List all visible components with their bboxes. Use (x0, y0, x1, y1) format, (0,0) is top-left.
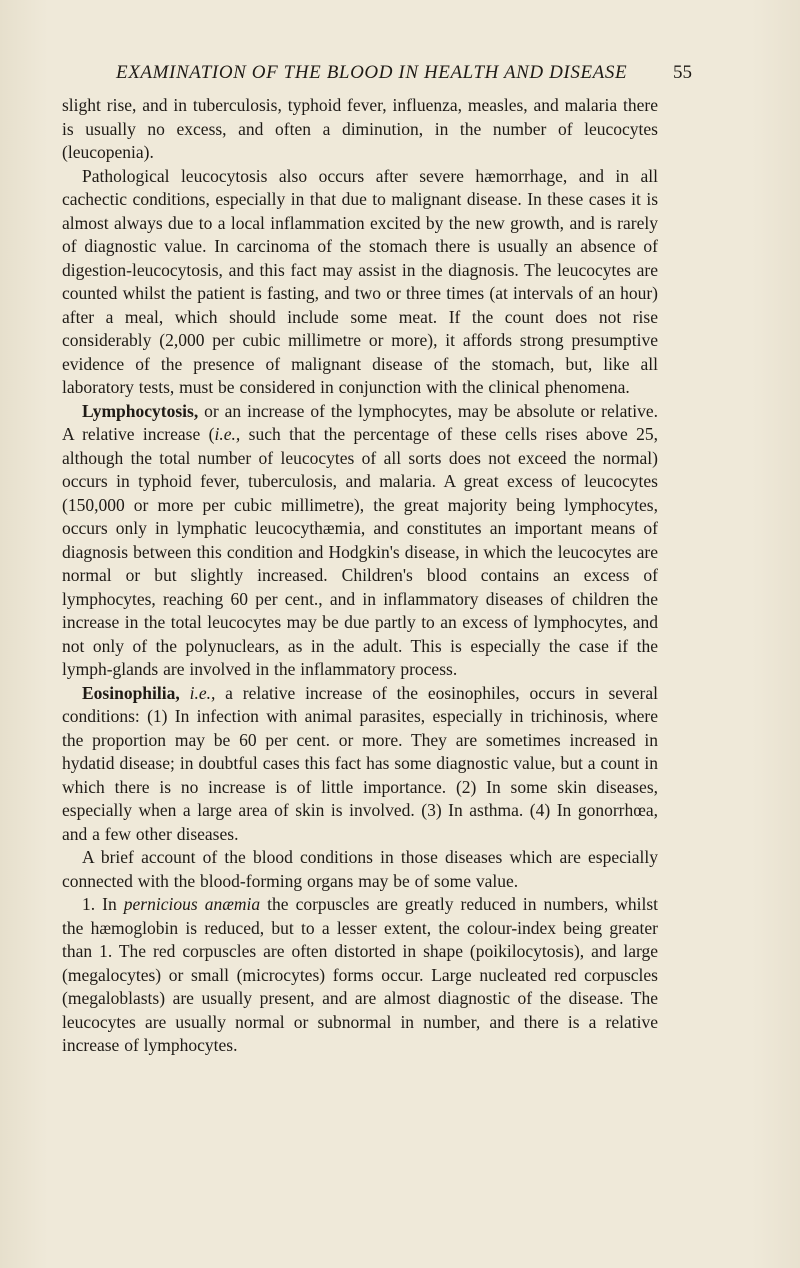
paragraph-pernicious-anaemia (62, 893, 658, 1058)
body-text (62, 94, 658, 1058)
running-head (116, 62, 716, 84)
paragraph-pathological-leucocytosis: Pathological leucocytosis also occurs after severe hæmorrhage, and in all cachectic conditions, especially in that due to malignant disease. In these cases it is almost always due to a local inflammation excited by the new growth, and is rarely of diagnostic value. In carcinoma of the stomach there is usually an absence of digestion-leucocytosis, and this fact may assist in the diagnosis. The leucocytes are counted whilst the patient is fasting, and two or three times (at intervals of an hour) after a meal, which should include some meat. If the count does not rise considerably (2,000 per cubic millimetre or more), it affords strong presumptive evidence of the presence of malignant disease of the stomach, but, like all laboratory tests, must be considered in conjunction with the clinical phenomena. (62, 165, 658, 397)
term-pernicious-anaemia: pernicious anæmia (123, 894, 261, 914)
pernicious-anaemia-number: 1. In (82, 894, 124, 914)
page-number: 55 (673, 62, 692, 83)
paragraph-leucopenia: slight rise, and in tuberculosis, typhoid fever, influenza, measles, and malaria there is usually no excess, and often a diminution, in the number of leucocytes (leucopenia). (62, 95, 658, 162)
lymphocytosis-ie: i.e., (214, 424, 241, 444)
paragraph-eosinophilia (62, 682, 658, 847)
lymphocytosis-text-a: or an increase of the lymphocytes, may be absolute or relative. A relative increase ( (62, 400, 658, 444)
paragraph-blood-forming-organs: A brief account of the blood conditions in those diseases which are especially connected with the blood-forming organs may be of some value. (62, 847, 658, 891)
term-eosinophilia: Eosinophilia, (82, 682, 180, 703)
running-head-title: EXAMINATION OF THE BLOOD IN HEALTH AND DISEASE (116, 62, 628, 83)
lymphocytosis-text-b: such that the percentage of these cells rises above 25, although the total number of leucocytes of all sorts does not exceed the normal) occurs in typhoid fever, tuberculosis, and malaria. A great excess of leucocytes (150,000 or more per cubic millimetre), the great majority being lymphocytes, occurs only in lymphatic leucocythæmia, and constitutes an important means of diagnosis between this condition and Hodgkin's disease, in which the leucocytes are normal or but slightly increased. Children's blood contains an excess of lymphocytes, reaching 60 per cent., and in inflammatory diseases of children the increase in the total leucocytes may be due partly to an excess of lymphocytes, and not only of the polynuclears, as in the adult. This is especially the case if the lymph-glands are involved in the inflammatory process. (62, 424, 658, 679)
eosinophilia-ie: i.e., (189, 682, 216, 703)
eosinophilia-text: a relative increase of the eosinophiles, occurs in several conditions: (1) In infection with animal parasites, especially in trichinosis, where the proportion may be 60 per cent. or more. They are sometimes increased in hydatid disease; in doubtful cases this fact has some diagnostic value, but a count in which there is no increase is of little importance. (2) In some skin diseases, especially when a large area of skin is involved. (3) In asthma. (4) In gonorrhœa, and a few other diseases. (62, 682, 658, 844)
paragraph-lymphocytosis (62, 400, 658, 682)
term-lymphocytosis: Lymphocytosis, (82, 400, 199, 421)
pernicious-anaemia-text: the corpuscles are greatly reduced in numbers, whilst the hæmoglobin is reduced, but to a lesser extent, the colour-index being greater than 1. The red corpuscles are often distorted in shape (poikilocytosis), and large (megalocytes) or small (microcytes) forms occur. Large nucleated red corpuscles (megaloblasts) are usually present, and are almost diagnostic of the disease. The leucocytes are usually normal or subnormal in number, and there is a relative increase of lymphocytes. (62, 894, 659, 1055)
